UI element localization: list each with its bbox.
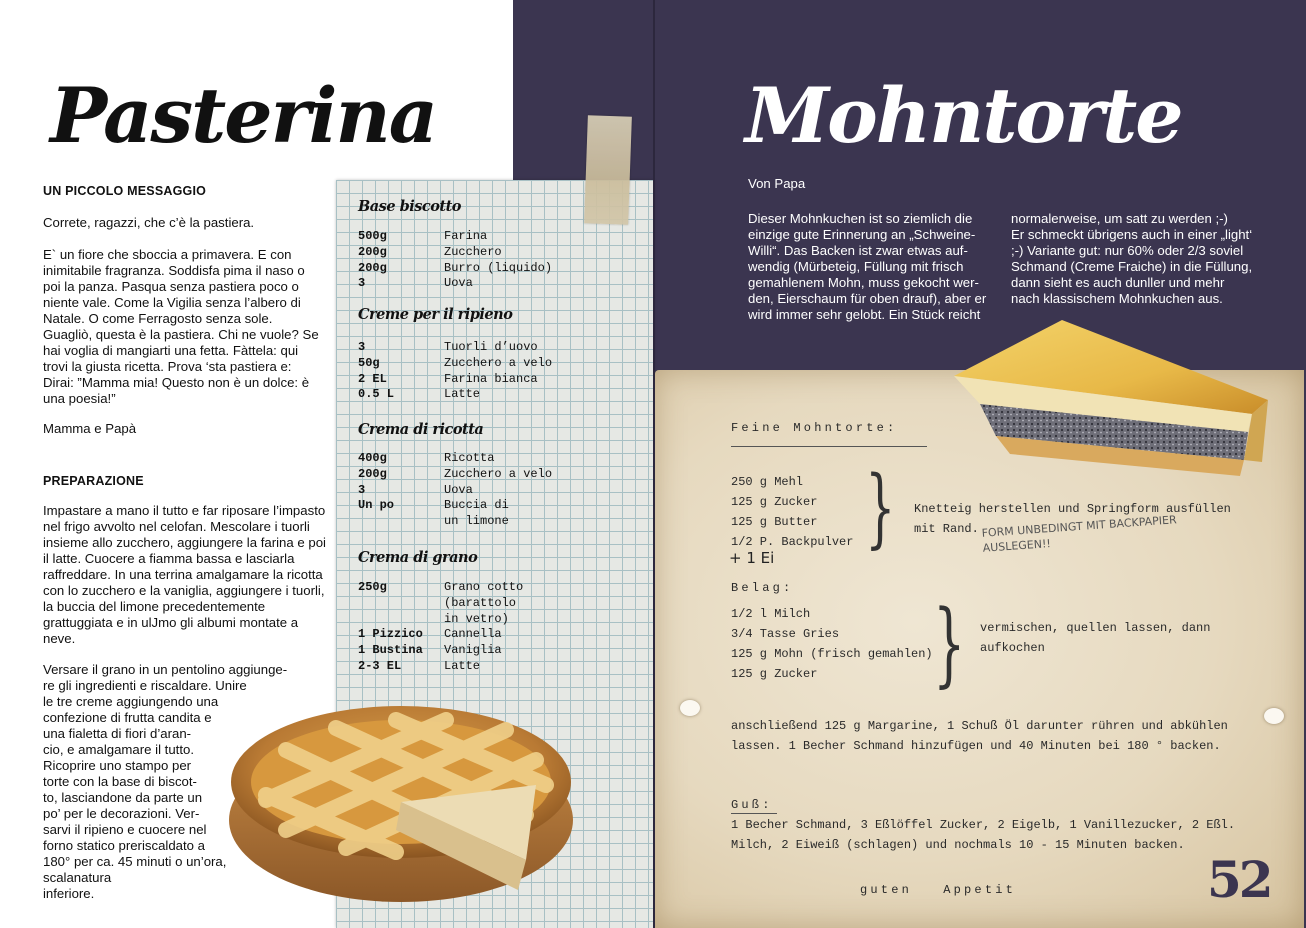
guss-underline (731, 813, 777, 814)
handwritten-addition: + 1 Ei (729, 549, 775, 567)
ingredient-quantity: 250g (358, 580, 387, 594)
ingredient-quantity: Un po (358, 498, 395, 513)
ingredient-quantity (358, 596, 444, 612)
story-line: nach klassischem Mohnkuchen aus. (1011, 291, 1223, 306)
recipe-note-line: Knetteig herstellen und Springform ausfüllen (914, 502, 1231, 516)
ingredient-quantity (358, 514, 444, 530)
ingredient-name: Uova (444, 482, 473, 497)
intro-paragraph-1: Correte, ragazzi, che c’è la pastiera. (43, 215, 255, 230)
pastiera-image (226, 690, 576, 908)
recipe-note-line: aufkochen (980, 641, 1045, 655)
preparation-heading: PREPARAZIONE (43, 474, 144, 488)
belag-heading: Belag: (731, 581, 794, 595)
dough-ingredients (731, 472, 853, 552)
brace-symbol: } (865, 458, 896, 558)
ingredient-row (358, 451, 552, 467)
preparation-paragraph-1: Impastare a mano il tutto e far riposare l’impasto nel frigo avvolto nel celofan. Mescolare i tuorli insieme allo zucchero, aggiungere la farina e poi il latte. Cuocere a fiamma bassa e lasciarla raffreddare. In una terrina amalgamare la ricotta con lo zucchero e la vaniglia, aggiungere i tuorli, la buccia del limone precedentemente grattuggiata e in ulJmo gli albumi montate a neve. (43, 503, 326, 646)
story-line: ;-) Variante gut: nur 60% oder 2/3 soviel (1011, 243, 1244, 258)
section-heading: Crema di ricotta (358, 421, 484, 438)
ingredient-name: Cannella (444, 627, 502, 642)
ingredient-row (358, 356, 552, 372)
ingredient-list (358, 580, 523, 675)
story-line: den, Eierschaum für oben drauf), aber er (748, 291, 987, 306)
preparation-line: Ricoprire uno stampo per (43, 758, 192, 773)
guss-heading: Guß: (731, 798, 773, 812)
ingredient-quantity: 3 (358, 276, 366, 291)
recipe-ingredient: 1/2 P. Backpulver (731, 535, 854, 549)
ingredient-list (358, 340, 552, 403)
story-line: normalerweise, um satt zu werden ;-) (1011, 211, 1228, 226)
ingredient-name: Farina (444, 229, 488, 243)
recipe-note-line: mit Rand. (914, 522, 979, 536)
mohntorte-slice-image (952, 314, 1272, 479)
section-heading: Crema di grano (358, 549, 478, 566)
belag-ingredients (731, 604, 933, 684)
ingredient-name: Zucchero (444, 244, 502, 259)
ingredient-row (358, 643, 523, 659)
preparation-line: le tre creme aggiungendo una (43, 694, 219, 709)
preparation-line: forno statico preriscaldato a (43, 838, 205, 853)
ingredient-name: in vetro) (444, 611, 509, 626)
ingredient-row (358, 596, 523, 612)
preparation-line: inferiore. (43, 886, 95, 901)
ingredient-list (358, 451, 552, 530)
recipe-instruction-line: 1 Becher Schmand, 3 Eßlöffel Zucker, 2 Eigelb, 1 Vanillezucker, 2 Eßl. (731, 818, 1236, 832)
ingredient-quantity: 50g (358, 355, 380, 370)
ingredient-quantity: 200g (358, 466, 387, 481)
handwritten-line: FORM UNBEDINGT MIT BACKPAPIER (981, 513, 1178, 540)
ingredient-list (358, 229, 552, 292)
mohntorte-title: Mohntorte (745, 71, 1182, 160)
story-line: einzige gute Erinnerung an „Schweine- (748, 227, 976, 242)
preparation-line: confezione di frutta candita e (43, 710, 212, 725)
story-column-2 (1011, 211, 1273, 307)
ingredient-row (358, 498, 552, 514)
brace-symbol: } (933, 590, 966, 697)
recipe-note-line: vermischen, quellen lassen, dann (980, 621, 1211, 635)
intro-text (43, 215, 325, 423)
preparation-line: una fialetta di fiori d’aran- (43, 726, 192, 741)
preparation-line: Versare il grano in un pentolino aggiunge- (43, 662, 288, 677)
section-heading: Base biscotto (358, 198, 461, 215)
byline: Von Papa (748, 176, 806, 191)
ingredient-name: Ricotta (444, 451, 495, 465)
paper-hole (1264, 708, 1284, 724)
ingredient-row (358, 229, 552, 245)
ingredient-row (358, 659, 523, 675)
ingredient-row (358, 387, 552, 403)
recipe-instruction-line: lassen. 1 Becher Schmand hinzufügen und 40 Minuten bei 180 ° backen. (731, 739, 1221, 753)
ingredient-row (358, 467, 552, 483)
preparation-line: 180° per ca. 45 minuti o un’ora, (43, 854, 227, 869)
ingredient-name: Grano cotto (444, 580, 524, 594)
main-instructions (731, 716, 1228, 756)
ingredient-row (358, 612, 523, 628)
pasterina-title: Pasterina (50, 71, 437, 160)
story-column-1 (748, 211, 998, 323)
recipe-ingredient: 1/2 l Milch (731, 607, 811, 621)
ingredient-quantity: 1 Bustina (358, 643, 423, 658)
masking-tape (584, 115, 632, 224)
ingredient-name: un limone (444, 514, 509, 529)
recipe-ingredient: 125 g Zucker (731, 667, 818, 681)
ingredient-quantity: 2 EL (358, 371, 387, 386)
ingredient-name: Latte (444, 658, 481, 673)
section-heading: Creme per il ripieno (358, 306, 513, 323)
ingredient-name: (barattolo (444, 595, 517, 610)
handwritten-line: AUSLEGEN!! (982, 537, 1052, 555)
guss-instructions (731, 815, 1235, 855)
story-line: wird immer sehr gelobt. Ein Stück reicht (748, 307, 981, 322)
ingredient-name: Uova (444, 276, 473, 291)
closing-text: guten Appetit (860, 883, 1017, 897)
story-line: wendig (Mürbeteig, Füllung mit frisch (748, 259, 964, 274)
story-line: Willi“. Das Backen ist zwar etwas auf- (748, 243, 968, 258)
ingredient-quantity: 400g (358, 451, 387, 465)
ingredient-quantity: 2-3 EL (358, 658, 402, 673)
preparation-line: re gli ingredienti e riscaldare. Unire (43, 678, 247, 693)
preparation-line: po’ per le decorazioni. Ver- (43, 806, 200, 821)
story-line: Schmand (Creme Fraiche) in die Füllung, (1011, 259, 1253, 274)
ingredient-quantity: 200g (358, 260, 387, 275)
ingredient-quantity: 200g (358, 244, 387, 259)
ingredient-quantity: 3 (358, 340, 366, 354)
recipe-ingredient: 125 g Zucker (731, 495, 818, 509)
story-line: Dieser Mohnkuchen ist so ziemlich die (748, 211, 973, 226)
story-line: Er schmeckt übrigens auch in einer „light‘ (1011, 227, 1253, 242)
ingredient-name: Tuorli d’uovo (444, 340, 538, 354)
preparation-line: sarvi il ripieno e cuocere nel (43, 822, 207, 837)
ingredient-row (358, 261, 552, 277)
recipe-instruction-line: anschließend 125 g Margarine, 1 Schuß Öl darunter rühren und abkühlen (731, 719, 1228, 733)
preparation-line: scalanatura (43, 870, 112, 885)
page-number: 52 (1207, 850, 1271, 909)
ingredient-row (358, 514, 552, 530)
message-heading: UN PICCOLO MESSAGGIO (43, 184, 207, 198)
recipe-ingredient: 125 g Mohn (frisch gemahlen) (731, 647, 933, 661)
ingredient-quantity: 500g (358, 229, 387, 243)
story-line: gemahlenem Mohn, muss gekocht wer- (748, 275, 979, 290)
ingredient-name: Latte (444, 387, 481, 402)
ingredient-row (358, 340, 552, 356)
title-underline (731, 446, 927, 447)
recipe-ingredient: 250 g Mehl (731, 475, 804, 489)
old-recipe-title: Feine Mohntorte: (731, 421, 898, 435)
intro-paragraph-2: E` un fiore che sboccia a primavera. E con inimitabile fragranza. Soddisfa pima il naso o poi la panza. Pasqua senza pastiera poco o niente vale. Come la Vigilia senza l’albero di Natale. O come Ferragosto senza sole. Guagliò, questa è la pastiera. Chi ne vuole? Se hai voglia di mangiarti una fetta. Fàttela: qui trovi la giusta ricetta. Prova ‘sta pastiera e: Dirai: ”Mamma mia! Questo non è un dolce: è una poesia!” (43, 247, 319, 406)
ingredient-quantity: 0.5 L (358, 387, 395, 402)
ingredient-name: Burro (liquido) (444, 260, 553, 275)
ingredient-name: Buccia di (444, 498, 509, 513)
ingredient-name: Zucchero a velo (444, 466, 553, 481)
recipe-ingredient: 125 g Butter (731, 515, 818, 529)
recipe-ingredient: 3/4 Tasse Gries (731, 627, 840, 641)
ingredient-quantity (358, 612, 444, 628)
ingredient-name: Farina bianca (444, 371, 538, 386)
ingredient-row (358, 372, 552, 388)
ingredient-row (358, 276, 552, 292)
paper-hole (680, 700, 700, 716)
ingredient-row (358, 627, 523, 643)
ingredient-quantity: 1 Pizzico (358, 627, 423, 642)
signature: Mamma e Papà (43, 421, 137, 436)
recipe-instruction-line: Milch, 2 Eiweiß (schlagen) und nochmals 10 - 15 Minuten backen. (731, 838, 1185, 852)
preparation-line: cio, e amalgamare il tutto. (43, 742, 194, 757)
story-line: dann sieht es auch dunller und mehr (1011, 275, 1225, 290)
ingredient-row (358, 580, 523, 596)
preparation-line: to, lasciandone da parte un (43, 790, 203, 805)
ingredient-row (358, 245, 552, 261)
ingredient-quantity: 3 (358, 482, 366, 497)
belag-instructions (980, 618, 1210, 658)
ingredient-row (358, 483, 552, 499)
preparation-line: torte con la base di biscot- (43, 774, 197, 789)
ingredient-name: Zucchero a velo (444, 355, 553, 370)
ingredient-name: Vaniglia (444, 643, 502, 658)
